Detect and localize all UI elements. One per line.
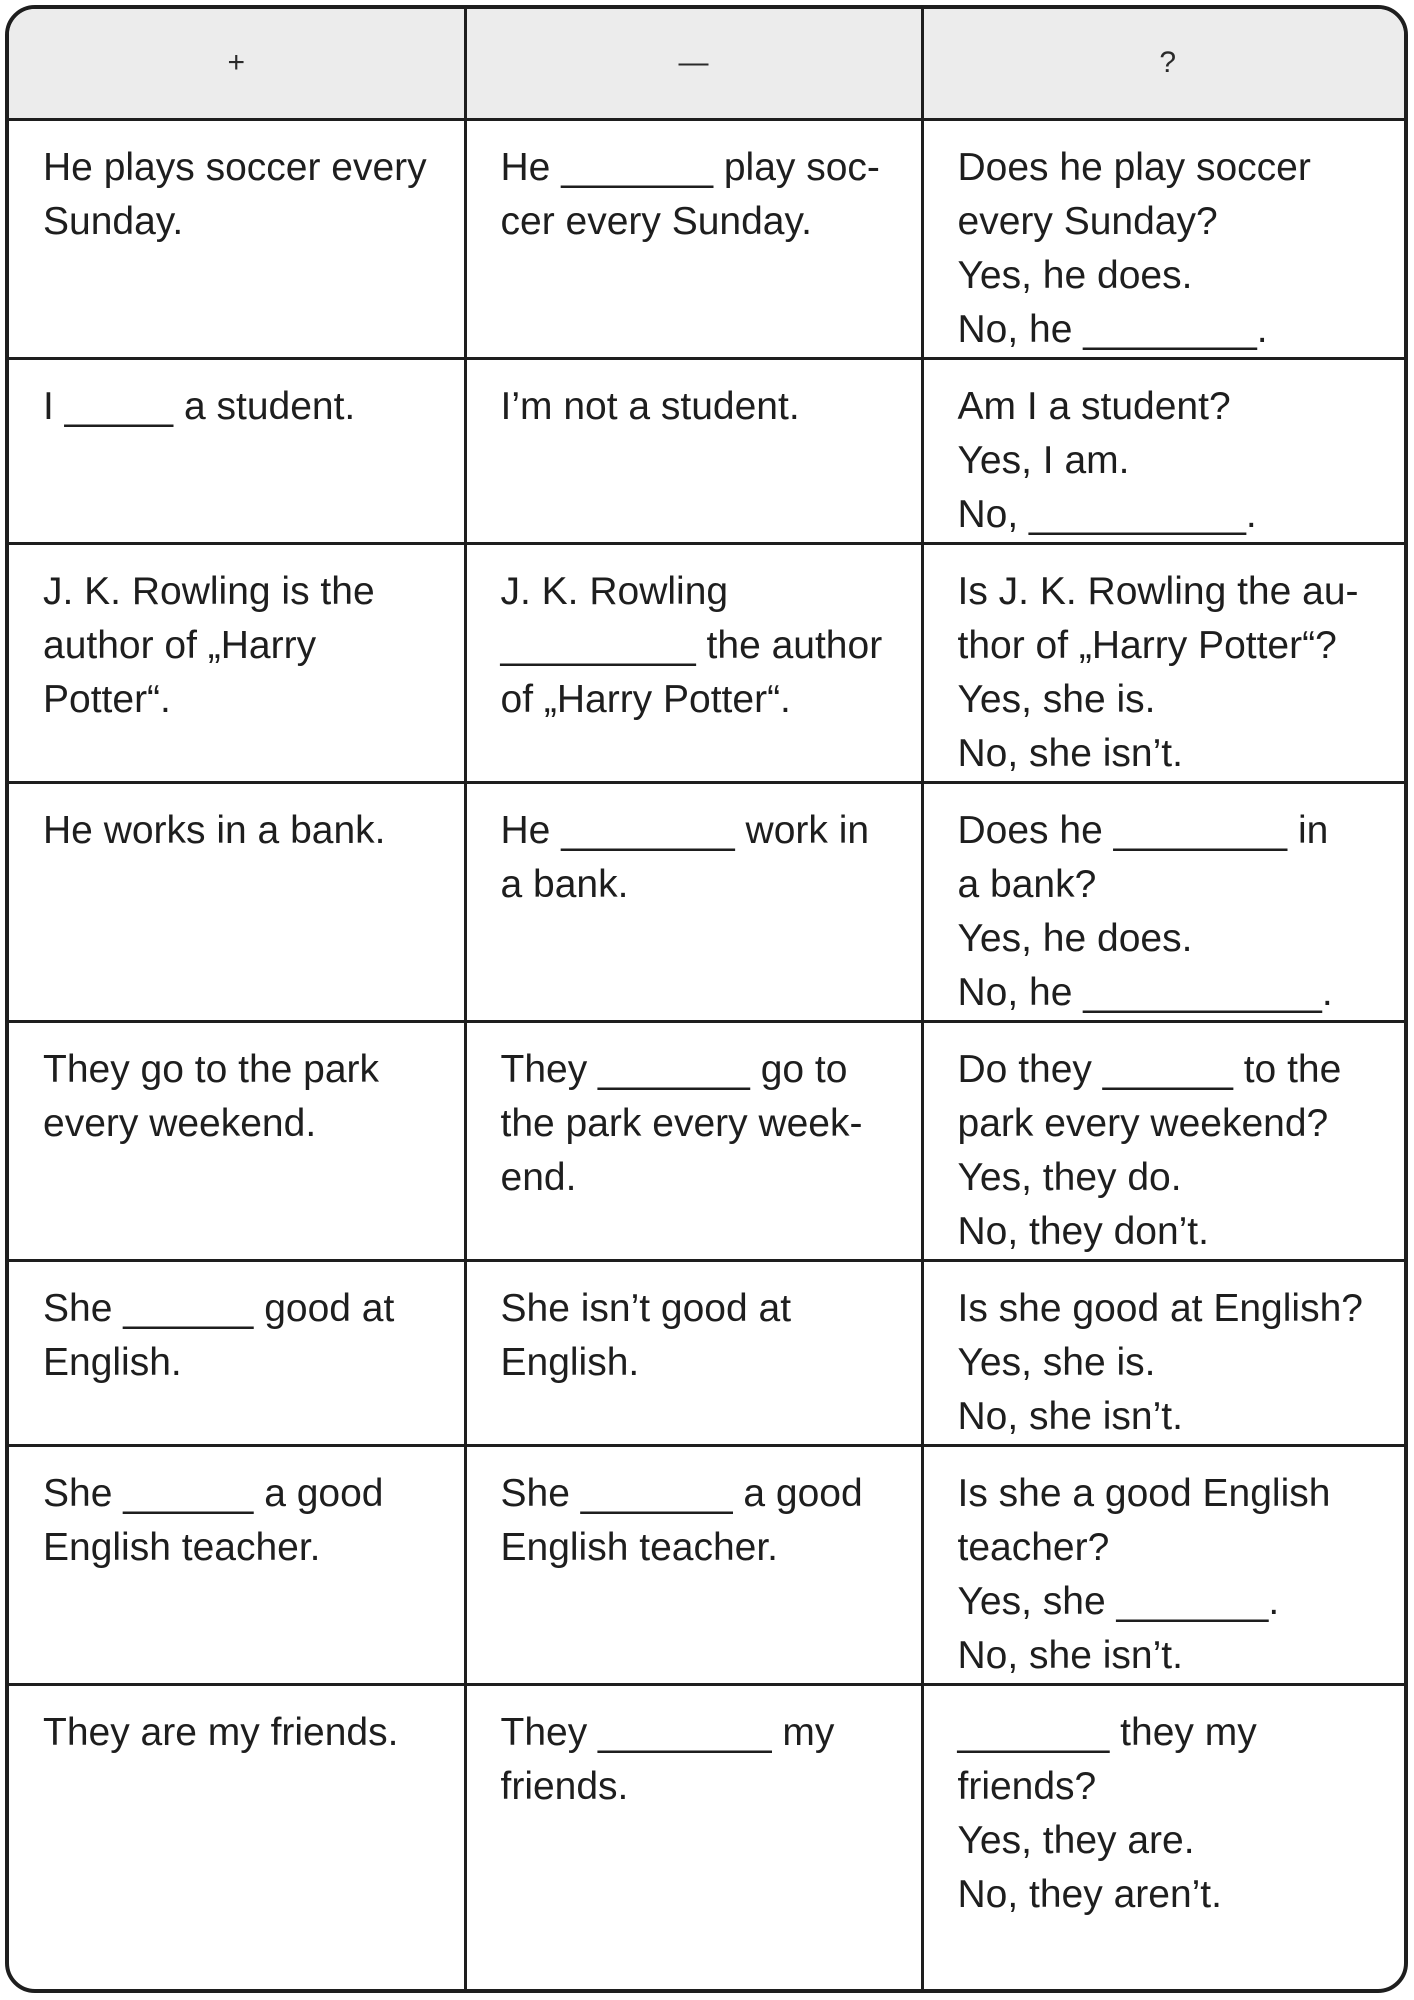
negative-sentence (467, 784, 921, 912)
positive-cell (9, 358, 465, 543)
sentence-line: the park every week- (500, 1101, 863, 1145)
header-positive: + (9, 9, 465, 119)
sentence-line: English teacher. (43, 1525, 321, 1569)
sentence-line: Is she a good English (957, 1471, 1331, 1515)
question-sentence (924, 545, 1409, 781)
sentence-line: Do they ______ to the (957, 1047, 1342, 1091)
positive-sentence (9, 784, 464, 858)
sentence-line: park every weekend? (957, 1101, 1329, 1145)
sentence-line: He works in a bank. (43, 808, 386, 852)
negative-cell (465, 1260, 922, 1445)
question-sentence (924, 121, 1409, 357)
positive-sentence (9, 1262, 464, 1390)
sentence-line: Yes, he does. (957, 916, 1193, 960)
question-sentence (924, 1447, 1409, 1683)
sentence-line: No, she isn’t. (957, 1394, 1183, 1438)
sentence-line: cer every Sunday. (500, 199, 812, 243)
positive-cell (9, 1021, 465, 1260)
header-question: ? (922, 9, 1408, 119)
sentence-line: J. K. Rowling is the (43, 569, 375, 613)
negative-sentence (467, 1686, 921, 1814)
sentence-line: _______ they my (957, 1710, 1257, 1754)
positive-sentence (9, 121, 464, 249)
negative-sentence (467, 1262, 921, 1390)
table-body (9, 119, 1408, 1989)
sentence-line: thor of „Harry Potter“? (957, 623, 1337, 667)
negative-cell (465, 1445, 922, 1684)
sentence-line: She _______ a good (500, 1471, 863, 1515)
negative-sentence (467, 121, 921, 249)
question-cell (922, 782, 1408, 1021)
negative-sentence (467, 360, 921, 434)
table-row (9, 358, 1408, 543)
sentence-line: friends. (500, 1764, 629, 1808)
grammar-table-frame (5, 5, 1408, 1993)
sentence-line: They ________ my (500, 1710, 835, 1754)
sentence-line: Yes, she is. (957, 1340, 1156, 1384)
grammar-table (9, 9, 1408, 1989)
sentence-line: Am I a student? (957, 384, 1231, 428)
sentence-line: J. K. Rowling (500, 569, 729, 613)
sentence-line: I’m not a student. (500, 384, 800, 428)
sentence-line: She ______ a good (43, 1471, 384, 1515)
sentence-line: He _______ play soc- (500, 145, 880, 189)
positive-sentence (9, 1686, 464, 1760)
positive-cell (9, 1445, 465, 1684)
sentence-line: English teacher. (500, 1525, 779, 1569)
header-negative: — (465, 9, 922, 119)
positive-sentence (9, 545, 464, 727)
sentence-line: English. (43, 1340, 182, 1384)
positive-sentence (9, 360, 464, 434)
table-row (9, 1260, 1408, 1445)
sentence-line: a bank? (957, 862, 1097, 906)
sentence-line: Is she good at English? (957, 1286, 1363, 1330)
sentence-line: No, he ___________. (957, 970, 1333, 1014)
sentence-line: No, she isn’t. (957, 1633, 1183, 1677)
question-cell (922, 1021, 1408, 1260)
positive-sentence (9, 1447, 464, 1575)
table-row (9, 1684, 1408, 1989)
sentence-line: Yes, they do. (957, 1155, 1182, 1199)
sentence-line: _________ the author (500, 623, 883, 667)
header-row (9, 9, 1408, 119)
question-cell (922, 119, 1408, 358)
negative-cell (465, 543, 922, 782)
question-sentence (924, 784, 1409, 1020)
positive-cell (9, 782, 465, 1021)
sentence-line: He plays soccer every (43, 145, 427, 189)
negative-cell (465, 1684, 922, 1989)
sentence-line: I _____ a student. (43, 384, 356, 428)
sentence-line: They _______ go to (500, 1047, 848, 1091)
sentence-line: No, he ________. (957, 307, 1268, 351)
question-cell (922, 1445, 1408, 1684)
sentence-line: No, __________. (957, 492, 1257, 536)
question-cell (922, 1684, 1408, 1989)
question-cell (922, 358, 1408, 543)
negative-cell (465, 1021, 922, 1260)
sentence-line: end. (500, 1155, 577, 1199)
sentence-line: They go to the park (43, 1047, 380, 1091)
sentence-line: She isn’t good at (500, 1286, 792, 1330)
sentence-line: No, they aren’t. (957, 1872, 1222, 1916)
negative-sentence (467, 1023, 921, 1205)
sentence-line: They are my friends. (43, 1710, 399, 1754)
sentence-line: author of „Harry (43, 623, 317, 667)
question-sentence (924, 1023, 1409, 1259)
question-cell (922, 1260, 1408, 1445)
negative-cell (465, 782, 922, 1021)
sentence-line: Sunday. (43, 199, 184, 243)
question-cell (922, 543, 1408, 782)
positive-cell (9, 119, 465, 358)
sentence-line: He ________ work in (500, 808, 870, 852)
sentence-line: Does he play soccer (957, 145, 1311, 189)
positive-cell (9, 1684, 465, 1989)
question-sentence (924, 1686, 1409, 1922)
sentence-line: Does he ________ in (957, 808, 1329, 852)
sentence-line: Yes, he does. (957, 253, 1193, 297)
table-row (9, 1021, 1408, 1260)
table-row (9, 119, 1408, 358)
sentence-line: English. (500, 1340, 640, 1384)
sentence-line: friends? (957, 1764, 1097, 1808)
sentence-line: No, they don’t. (957, 1209, 1209, 1253)
sentence-line: Yes, she is. (957, 677, 1156, 721)
sentence-line: Yes, I am. (957, 438, 1130, 482)
sentence-line: teacher? (957, 1525, 1110, 1569)
sentence-line: Yes, they are. (957, 1818, 1195, 1862)
positive-cell (9, 1260, 465, 1445)
negative-cell (465, 119, 922, 358)
negative-sentence (467, 545, 921, 727)
sentence-line: She ______ good at (43, 1286, 395, 1330)
sentence-line: Yes, she _______. (957, 1579, 1280, 1623)
question-sentence (924, 360, 1409, 542)
negative-cell (465, 358, 922, 543)
sentence-line: a bank. (500, 862, 629, 906)
table-row (9, 782, 1408, 1021)
question-sentence (924, 1262, 1409, 1444)
sentence-line: Potter“. (43, 677, 171, 721)
table-row (9, 1445, 1408, 1684)
sentence-line: of „Harry Potter“. (500, 677, 791, 721)
sentence-line: every Sunday? (957, 199, 1218, 243)
sentence-line: Is J. K. Rowling the au- (957, 569, 1359, 613)
positive-sentence (9, 1023, 464, 1151)
sentence-line: every weekend. (43, 1101, 317, 1145)
negative-sentence (467, 1447, 921, 1575)
positive-cell (9, 543, 465, 782)
table-row (9, 543, 1408, 782)
sentence-line: No, she isn’t. (957, 731, 1183, 775)
